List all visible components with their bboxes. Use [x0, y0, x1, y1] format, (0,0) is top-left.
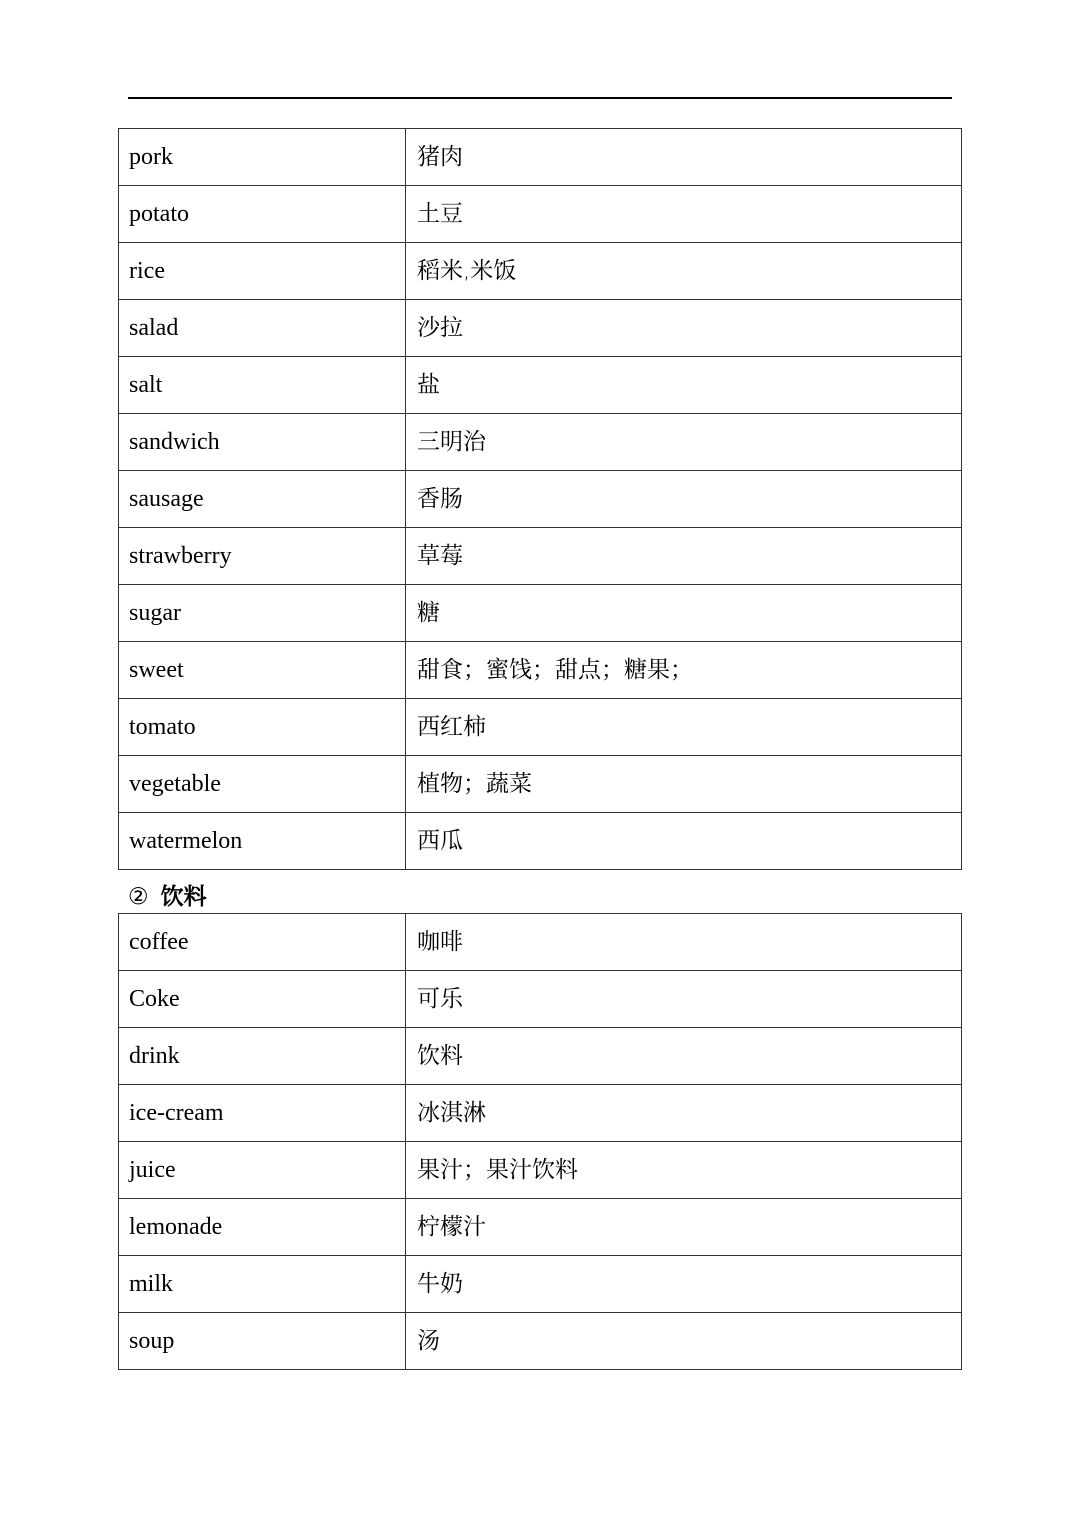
english-word: sweet: [119, 642, 406, 699]
table-row: [119, 813, 962, 870]
food-vocab-body: [119, 129, 962, 870]
section-title: 饮料: [160, 884, 207, 910]
table-row: [119, 971, 962, 1028]
chinese-meaning: 香肠: [406, 471, 962, 528]
food-vocab-table: [118, 128, 962, 870]
chinese-meaning: 草莓: [406, 528, 962, 585]
english-word: watermelon: [119, 813, 406, 870]
table-row: [119, 1199, 962, 1256]
english-word: Coke: [119, 971, 406, 1028]
chinese-meaning: 汤: [406, 1313, 962, 1370]
english-word: sugar: [119, 585, 406, 642]
section-heading-drinks: [128, 882, 207, 912]
chinese-meaning: 西红柿: [406, 699, 962, 756]
table-row: [119, 585, 962, 642]
chinese-meaning: 糖: [406, 585, 962, 642]
english-word: ice-cream: [119, 1085, 406, 1142]
table-row: [119, 642, 962, 699]
table-row: [119, 471, 962, 528]
chinese-meaning: 沙拉: [406, 300, 962, 357]
english-word: sausage: [119, 471, 406, 528]
english-word: vegetable: [119, 756, 406, 813]
table-row: [119, 699, 962, 756]
chinese-meaning: 果汁；果汁饮料: [406, 1142, 962, 1199]
english-word: potato: [119, 186, 406, 243]
table-row: [119, 300, 962, 357]
english-word: lemonade: [119, 1199, 406, 1256]
chinese-meaning: 土豆: [406, 186, 962, 243]
table-row: [119, 357, 962, 414]
table-row: [119, 1256, 962, 1313]
english-word: coffee: [119, 914, 406, 971]
header-rule: [128, 97, 952, 99]
chinese-meaning: 盐: [406, 357, 962, 414]
table-row: [119, 1085, 962, 1142]
chinese-meaning: 西瓜: [406, 813, 962, 870]
english-word: sandwich: [119, 414, 406, 471]
table-row: [119, 1028, 962, 1085]
english-word: salad: [119, 300, 406, 357]
drinks-vocab-body: [119, 914, 962, 1370]
english-word: rice: [119, 243, 406, 300]
chinese-meaning: 柠檬汁: [406, 1199, 962, 1256]
chinese-meaning: 猪肉: [406, 129, 962, 186]
table-row: [119, 414, 962, 471]
english-word: milk: [119, 1256, 406, 1313]
english-word: strawberry: [119, 528, 406, 585]
chinese-meaning: 可乐: [406, 971, 962, 1028]
english-word: drink: [119, 1028, 406, 1085]
table-row: [119, 1142, 962, 1199]
chinese-meaning: 咖啡: [406, 914, 962, 971]
english-word: tomato: [119, 699, 406, 756]
drinks-vocab-table: [118, 913, 962, 1370]
table-row: [119, 1313, 962, 1370]
chinese-meaning: 稻米,米饭: [406, 243, 962, 300]
english-word: pork: [119, 129, 406, 186]
english-word: soup: [119, 1313, 406, 1370]
table-row: [119, 243, 962, 300]
chinese-meaning: 牛奶: [406, 1256, 962, 1313]
english-word: salt: [119, 357, 406, 414]
chinese-meaning: 植物；蔬菜: [406, 756, 962, 813]
table-row: [119, 129, 962, 186]
table-row: [119, 756, 962, 813]
table-row: [119, 914, 962, 971]
table-row: [119, 528, 962, 585]
chinese-meaning: 饮料: [406, 1028, 962, 1085]
chinese-meaning: 冰淇淋: [406, 1085, 962, 1142]
section-number: ②: [128, 884, 149, 910]
chinese-meaning: 三明治: [406, 414, 962, 471]
english-word: juice: [119, 1142, 406, 1199]
table-row: [119, 186, 962, 243]
chinese-meaning: 甜食；蜜饯；甜点；糖果；: [406, 642, 962, 699]
